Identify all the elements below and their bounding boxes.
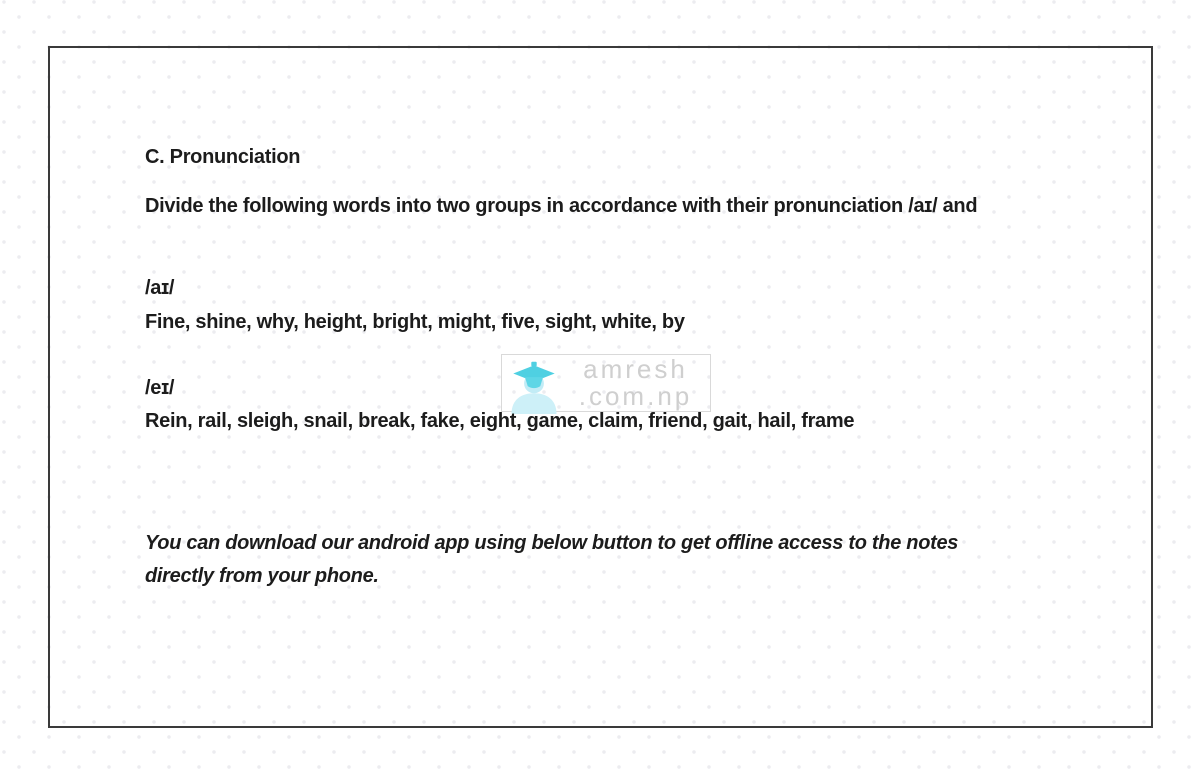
group-ai-words: Fine, shine, why, height, bright, might, five, sight, white, by [145,311,685,333]
note-line1: You can download our android app using below button to get offline access to the notes [145,532,959,554]
section-heading: C. Pronunciation [145,146,301,168]
group-ai-label: /aɪ/ [145,277,175,299]
graduate-icon [507,360,561,414]
note-line2: directly from your phone. [145,565,379,587]
watermark-text [561,356,710,410]
app-download-note [145,527,958,593]
watermark-line1: amresh [583,354,688,384]
document-page [48,46,1153,728]
watermark [501,354,711,412]
group-ei-words: Rein, rail, sleigh, snail, break, fake, eight, game, claim, friend, gait, hail, frame [145,410,855,432]
group-ei-label: /eɪ/ [145,377,175,399]
instruction-text: Divide the following words into two groups in accordance with their pronunciation /aɪ/ and [145,195,978,217]
watermark-line2: .com.np [578,381,693,411]
